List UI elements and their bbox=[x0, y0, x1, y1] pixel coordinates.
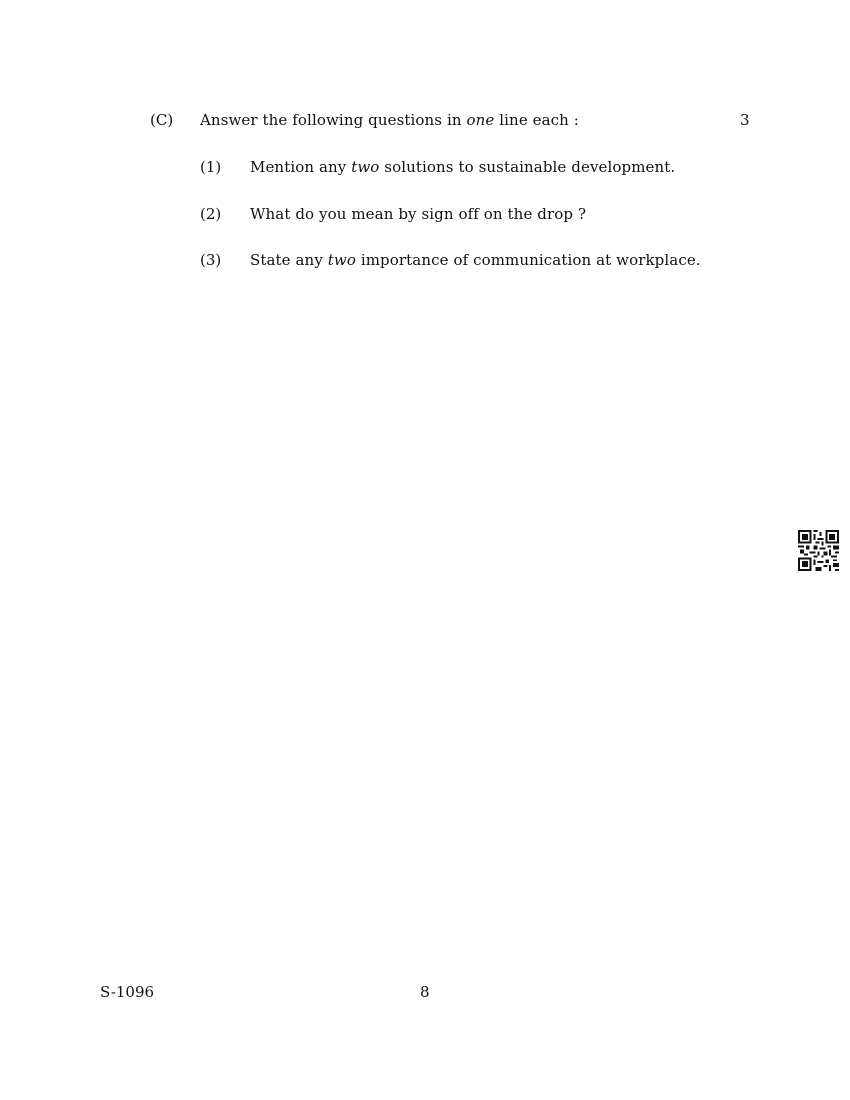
question-2-number: (2) bbox=[200, 205, 222, 223]
question-1-text-emphasis: two bbox=[351, 158, 380, 176]
question-1-text-part1: Mention any bbox=[250, 158, 352, 176]
question-3-text-part1: State any bbox=[250, 251, 328, 269]
question-1-number: (1) bbox=[200, 158, 222, 176]
page-number: 8 bbox=[420, 983, 430, 1001]
section-instruction bbox=[200, 111, 579, 129]
question-3-text-part2: importance of communication at workplace. bbox=[355, 251, 701, 269]
section-marks: 3 bbox=[740, 111, 750, 129]
section-label: (C) bbox=[150, 111, 174, 129]
question-2-text: What do you mean by sign off on the drop ? bbox=[250, 205, 587, 223]
question-1-text bbox=[250, 158, 675, 176]
question-3-number: (3) bbox=[200, 251, 222, 269]
section-instruction-emphasis: one bbox=[466, 111, 495, 129]
section-instruction-part1: Answer the following questions in bbox=[200, 111, 467, 129]
section-instruction-part2: line each : bbox=[494, 111, 579, 129]
question-3-text bbox=[250, 251, 701, 269]
question-3-text-emphasis: two bbox=[327, 251, 356, 269]
qr-code-icon bbox=[798, 530, 839, 571]
paper-code: S-1096 bbox=[100, 983, 155, 1001]
question-1-text-part2: solutions to sustainable development. bbox=[379, 158, 676, 176]
